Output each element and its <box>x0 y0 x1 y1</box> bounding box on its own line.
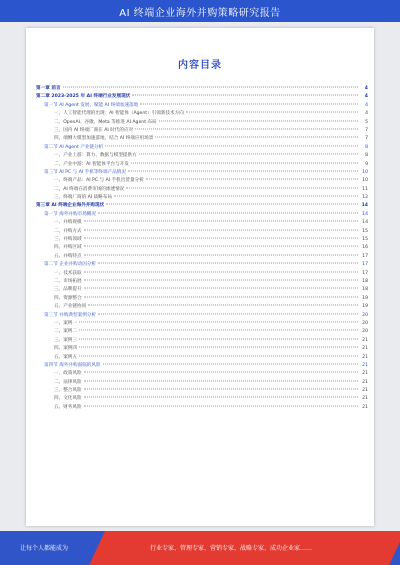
toc-leader-dots <box>79 338 358 339</box>
toc-entry-label: 五、产业链协同 <box>54 304 87 310</box>
toc-entry-label: 二、市场拓展 <box>54 278 82 284</box>
toc-entry[interactable] <box>36 312 368 320</box>
toc-entry-label: 二、产业中游：AI 智能体平台与开发 <box>54 161 129 167</box>
toc-entry-label: 第三章 AI 终端企业海外并购现状 <box>36 203 105 209</box>
toc-entry-label: 四、案例四 <box>54 346 77 352</box>
toc-entry-page: 17 <box>362 262 368 268</box>
toc-leader-dots <box>131 162 358 163</box>
toc-entry[interactable] <box>36 379 368 387</box>
toc-leader-dots <box>79 347 358 348</box>
table-of-contents <box>36 85 368 412</box>
toc-entry-page: 21 <box>362 379 368 385</box>
toc-entry-label: 三、终端厂商的 AI 战略布局 <box>54 195 112 201</box>
toc-entry[interactable] <box>36 161 368 169</box>
toc-entry[interactable] <box>36 370 368 378</box>
toc-leader-dots <box>84 279 358 280</box>
footer-banner <box>0 531 400 565</box>
toc-entry[interactable] <box>36 328 368 336</box>
toc-entry[interactable] <box>36 186 368 194</box>
toc-leader-dots <box>84 372 358 373</box>
toc-entry-page: 20 <box>362 312 368 318</box>
toc-entry-page: 10 <box>362 178 368 184</box>
footer-slogan: 让每个人都能成为 <box>20 545 69 552</box>
toc-leader-dots <box>105 145 358 146</box>
toc-entry-page: 14 <box>362 220 368 226</box>
toc-entry-page: 21 <box>362 388 368 394</box>
toc-entry-label: 三、并购领域 <box>54 237 82 243</box>
toc-entry-label: 二、AI 终端在消费市场的渗透情况 <box>54 186 125 192</box>
toc-entry[interactable] <box>36 135 368 143</box>
toc-leader-dots <box>132 95 358 96</box>
toc-entry-label: 三、品牌提升 <box>54 287 82 293</box>
toc-entry[interactable] <box>36 337 368 345</box>
toc-entry[interactable] <box>36 345 368 353</box>
toc-entry-label: 二、并购方式 <box>54 228 82 234</box>
toc-entry[interactable] <box>36 152 368 160</box>
toc-entry-label: 二、法律风险 <box>54 379 82 385</box>
toc-entry-page: 21 <box>362 396 368 402</box>
toc-entry-page: 20 <box>362 320 368 326</box>
toc-entry[interactable] <box>36 236 368 244</box>
toc-leader-dots <box>98 313 358 314</box>
toc-leader-dots <box>84 221 358 222</box>
toc-leader-dots <box>106 204 358 205</box>
footer-tagline: 行业专家、管理专家、营销专家、战略专家、成功企业家…… <box>150 545 313 552</box>
toc-entry-label: 第二章 2023-2025 年 AI 终端行业发展现状 <box>36 94 131 100</box>
toc-entry-label: 第三节 AI PC 与 AI 手机等终端产品情况 <box>44 169 126 175</box>
toc-leader-dots <box>155 137 358 138</box>
toc-leader-dots <box>88 305 358 306</box>
toc-entry-label: 四、端侧大模型加速落地，结合 AI 终端应用场景 <box>54 136 154 142</box>
toc-heading: 内容目录 <box>178 60 222 71</box>
toc-entry[interactable] <box>36 404 368 412</box>
toc-leader-dots <box>84 397 358 398</box>
toc-entry[interactable] <box>36 211 368 219</box>
toc-entry-label: 三、整合风险 <box>54 388 82 394</box>
toc-entry-page: 19 <box>362 304 368 310</box>
toc-entry-label: 五、财务风险 <box>54 404 82 410</box>
toc-entry-page: 18 <box>362 278 368 284</box>
toc-entry-label: 第二节 企业并购动因分析 <box>44 262 96 268</box>
toc-entry-label: 一、产业上游：算力、数据与模型提供方 <box>54 153 137 159</box>
toc-leader-dots <box>128 170 358 171</box>
toc-entry-page: 16 <box>362 245 368 251</box>
toc-leader-dots <box>103 363 358 364</box>
toc-leader-dots <box>146 179 358 180</box>
toc-entry[interactable] <box>36 144 368 152</box>
report-title-bar <box>0 0 400 22</box>
toc-entry-page: 10 <box>362 169 368 175</box>
toc-leader-dots <box>114 196 358 197</box>
toc-entry[interactable] <box>36 303 368 311</box>
toc-entry-label: 第一章 前言 <box>36 86 61 91</box>
toc-entry-page: 8 <box>365 153 368 159</box>
toc-entry-page: 14 <box>361 203 368 209</box>
toc-leader-dots <box>84 389 358 390</box>
toc-leader-dots <box>126 187 358 188</box>
toc-entry-page: 15 <box>362 228 368 234</box>
toc-entry-label: 四、并购区域 <box>54 245 82 251</box>
toc-entry[interactable] <box>36 354 368 362</box>
toc-entry-page: 14 <box>362 211 368 217</box>
toc-entry-label: 三、国内 AI 终端厂商在 AI 时代的应对 <box>54 127 134 133</box>
toc-entry-label: 一、技术获取 <box>54 270 82 276</box>
toc-leader-dots <box>84 405 358 406</box>
toc-entry-page: 7 <box>365 136 368 142</box>
toc-entry-label: 一、人工智能代理的出现：AI 智能体（Agent）引领新技术方向 <box>54 111 184 117</box>
toc-entry[interactable] <box>36 110 368 118</box>
toc-entry-label: 一、案例一 <box>54 320 77 326</box>
toc-entry[interactable] <box>36 387 368 395</box>
toc-entry[interactable] <box>36 177 368 185</box>
toc-leader-dots <box>186 112 358 113</box>
toc-entry[interactable] <box>36 194 368 202</box>
toc-entry-label: 三、案例三 <box>54 337 77 343</box>
toc-entry-label: 一、政策风险 <box>54 371 82 377</box>
toc-entry[interactable] <box>36 253 368 261</box>
toc-leader-dots <box>63 87 358 88</box>
toc-entry[interactable] <box>36 362 368 370</box>
toc-entry[interactable] <box>36 219 368 227</box>
toc-entry[interactable] <box>36 295 368 303</box>
toc-entry[interactable] <box>36 395 368 403</box>
toc-entry-page: 4 <box>365 102 368 108</box>
toc-entry-label: 五、案例五 <box>54 354 77 360</box>
document-page <box>26 28 374 526</box>
toc-entry-page: 9 <box>365 161 368 167</box>
toc-entry[interactable] <box>36 127 368 135</box>
toc-entry-page: 4 <box>364 94 368 100</box>
toc-entry-page: 21 <box>362 346 368 352</box>
toc-leader-dots <box>140 103 358 104</box>
toc-leader-dots <box>79 330 358 331</box>
toc-entry[interactable] <box>36 286 368 294</box>
toc-entry-page: 8 <box>365 144 368 150</box>
toc-entry-page: 15 <box>362 237 368 243</box>
toc-entry-page: 20 <box>362 329 368 335</box>
toc-entry-page: 21 <box>362 404 368 410</box>
toc-leader-dots <box>135 128 358 129</box>
toc-entry-page: 19 <box>362 295 368 301</box>
toc-leader-dots <box>79 321 358 322</box>
toc-entry[interactable] <box>36 270 368 278</box>
toc-entry-label: 二、OpenAI、谷歌、Meta 等推进 AI Agent 布局 <box>54 119 157 125</box>
toc-entry-page: 17 <box>362 253 368 259</box>
toc-entry-label: 第四节 海外并购面临的风险 <box>44 362 101 368</box>
toc-leader-dots <box>84 254 358 255</box>
toc-leader-dots <box>84 296 358 297</box>
report-title: AI 终端企业海外并购策略研究报告 <box>119 7 281 19</box>
toc-leader-dots <box>84 238 358 239</box>
toc-entry-label: 四、资源整合 <box>54 295 82 301</box>
toc-entry-page: 11 <box>362 186 368 192</box>
toc-entry-page: 12 <box>362 195 368 201</box>
toc-leader-dots <box>98 263 358 264</box>
toc-entry-page: 21 <box>362 354 368 360</box>
toc-entry-label: 第一节 AI Agent 发展，赋能 AI 终端加速落地 <box>44 102 139 108</box>
toc-entry[interactable] <box>36 202 368 210</box>
toc-leader-dots <box>84 271 358 272</box>
toc-entry[interactable] <box>36 244 368 252</box>
toc-leader-dots <box>79 355 358 356</box>
toc-entry[interactable] <box>36 169 368 177</box>
toc-entry[interactable] <box>36 320 368 328</box>
toc-entry-page: 4 <box>365 111 368 117</box>
toc-entry-page: 7 <box>365 127 368 133</box>
toc-entry-label: 一、并购规模 <box>54 220 82 226</box>
toc-entry[interactable] <box>36 102 368 110</box>
toc-entry[interactable] <box>36 93 368 101</box>
toc-leader-dots <box>159 120 358 121</box>
toc-entry[interactable] <box>36 228 368 236</box>
toc-leader-dots <box>84 229 358 230</box>
toc-entry-page: 21 <box>362 371 368 377</box>
toc-entry-page: 21 <box>362 362 368 368</box>
toc-entry[interactable] <box>36 85 368 93</box>
toc-leader-dots <box>84 380 358 381</box>
toc-leader-dots <box>98 212 358 213</box>
toc-entry-page: 5 <box>365 119 368 125</box>
toc-leader-dots <box>84 288 358 289</box>
toc-entry-label: 第一节 海外并购市场概况 <box>44 211 96 217</box>
toc-entry[interactable] <box>36 119 368 127</box>
toc-entry-page: 18 <box>362 287 368 293</box>
toc-entry-label: 五、并购特点 <box>54 253 82 259</box>
toc-entry-label: 第三节 并购典型案例分析 <box>44 312 96 318</box>
toc-leader-dots <box>84 246 358 247</box>
toc-entry-page: 21 <box>362 337 368 343</box>
toc-entry[interactable] <box>36 261 368 269</box>
toc-entry-label: 四、文化风险 <box>54 396 82 402</box>
toc-entry[interactable] <box>36 278 368 286</box>
toc-entry-label: 第二节 AI Agent 产业链分析 <box>44 144 104 150</box>
toc-entry-label: 一、终端产品：AI PC 与 AI 手机出货量分析 <box>54 178 144 184</box>
toc-entry-page: 4 <box>364 86 368 91</box>
toc-entry-page: 17 <box>362 270 368 276</box>
toc-entry-label: 二、案例二 <box>54 329 77 335</box>
toc-leader-dots <box>139 154 358 155</box>
